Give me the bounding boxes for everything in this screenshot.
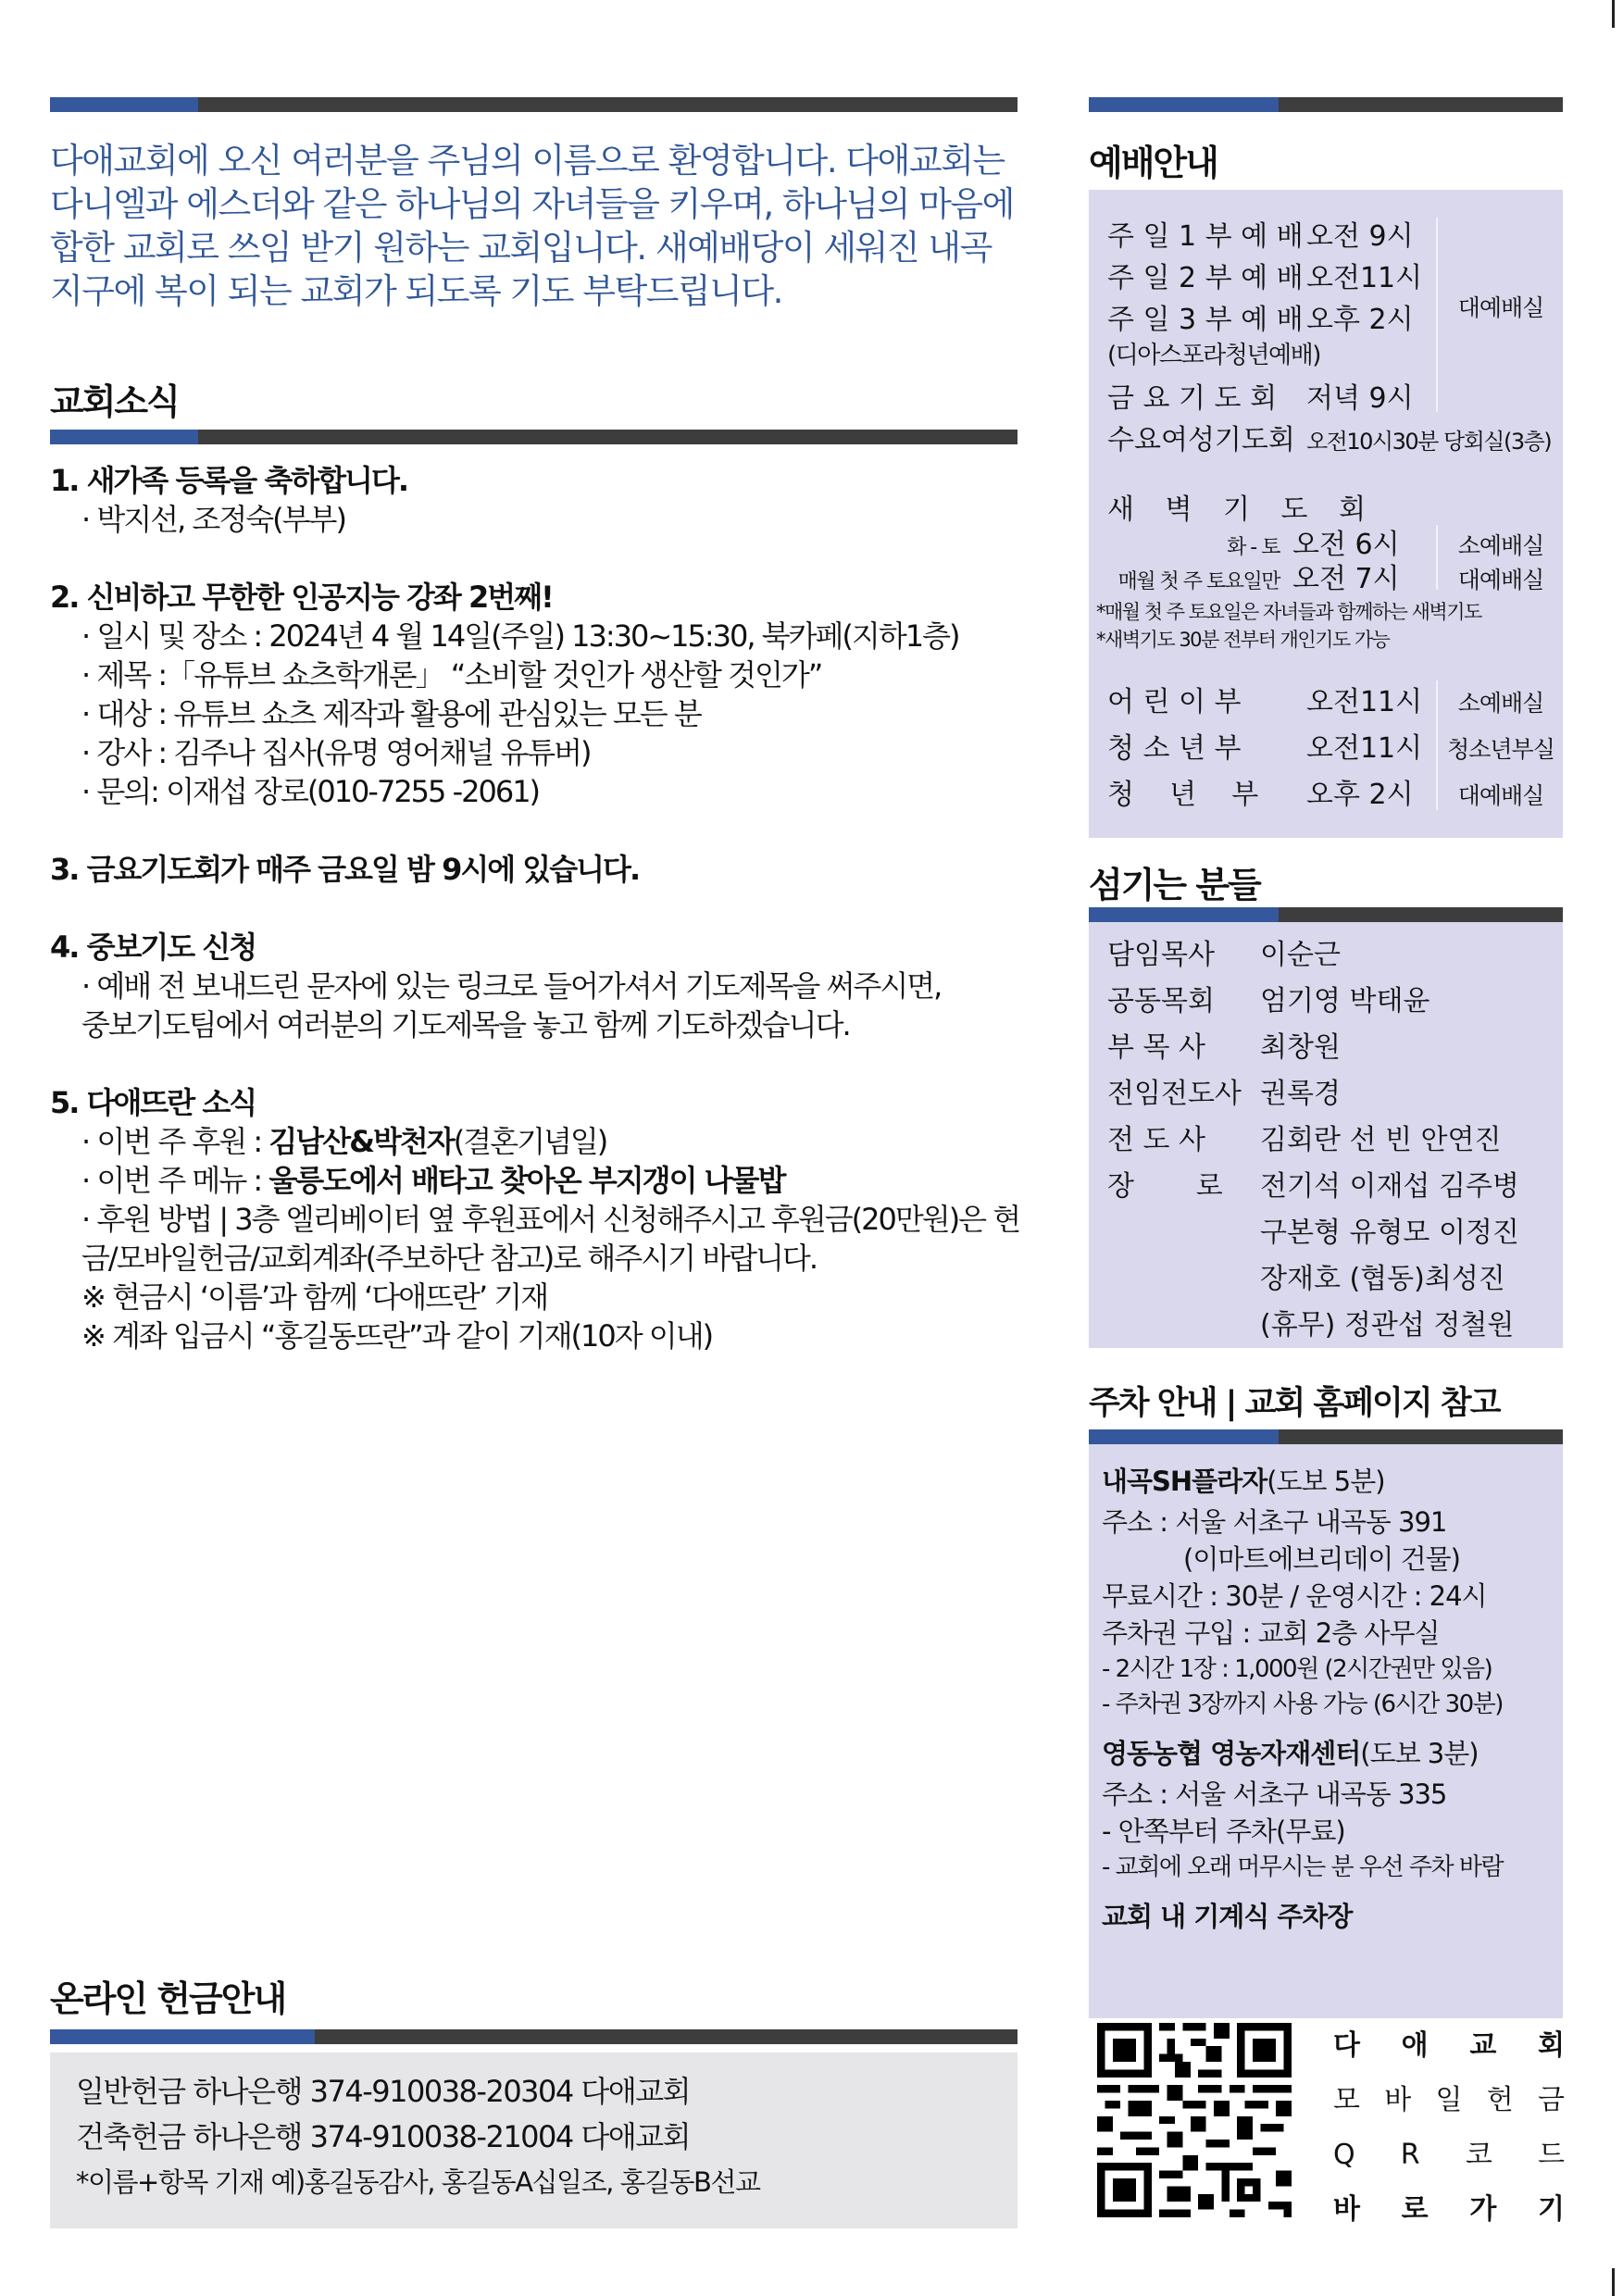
news-item-4: 4. 중보기도 신청 · 예배 전 보내드린 문자에 있는 링크로 들어가셔서 기도제목을 써주시면, 중보기도팀에서 여러분의 기도제목을 놓고 함께 기도하겠습니다. [50, 930, 942, 1042]
news-list [50, 461, 1022, 1394]
worship-schedule-panel: 주 일 1 부 예 배 오전 9시 주 일 2 부 예 배 오전11시 주 일 3 부 예 배 오후 2시 (디아스포라청년예배) 금 요 기 도 회 저녁 9시 대예배실 수요여성기도회 오전10시30분 당회실(3층) 새 벽 기 도 회 화 - 토 오전 6시 매월 첫 주 토요일만 오전 7시 소예배실 대예배실 *매월 첫 주 토요일은 자녀들과 함께하는 새벽기도 *새벽기도 30분 전부터 개인기도 가능 어 린 이 부 오전11시 청 소 년 부 오전11시 청 년 부 오후 2시 소예배실 청소년부실 대예배실 [1089, 190, 1563, 838]
dawn-prayer-title: 새 벽 기 도 회 [1107, 493, 1378, 526]
wednesday-prayer-row: 수요여성기도회 오전10시30분 당회실(3층) [1107, 424, 1552, 456]
building-offering-account: 건축헌금 하나은행 374-910038-21004 다애교회 [76, 2119, 691, 2154]
department-row: 청 소 년 부 오전11시 [1107, 732, 1423, 765]
staff-row: 전임전도사 권록경 [1107, 1078, 1341, 1110]
column-separator [1436, 525, 1438, 590]
worship-title: 예배안내 [1089, 143, 1217, 183]
dawn-row: 화 - 토 오전 6시 [1227, 529, 1400, 561]
staff-row: 장재호 (협동)최성진 [1260, 1263, 1505, 1295]
service-subtitle: (디아스포라청년예배) [1107, 342, 1320, 369]
news-item-3: 3. 금요기도회가 매주 금요일 밤 9시에 있습니다. [50, 852, 640, 887]
news-item-2: 2. 신비하고 무한한 인공지능 강좌 2번째! · 일시 및 장소 : 2024년 4 월 14일(주일) 13:30~15:30, 북카페(지하1층) · 제목 :「유튜브 쇼츠학개론」 “소비할 것인가 생산할 것인가” · 대상 : 유튜브 쇼츠 제작과 활용에 관심있는 모든 분 · 강사 : 김주나 집사(유명 영어채널 유튜버) · 문의: 이재섭 장로(010-7255 -2061) [50, 580, 959, 809]
staff-row: 공동목회 엄기영 박태윤 [1107, 985, 1430, 1017]
dawn-note: *매월 첫 주 토요일은 자녀들과 함께하는 새벽기도 [1096, 601, 1481, 623]
news-title: 교회소식 [50, 381, 179, 422]
offering-divider-bar [50, 2029, 1017, 2044]
right-top-divider-bar [1089, 97, 1563, 112]
sponsor-name: 김남산&박천자 [268, 1124, 454, 1159]
department-row: 청 년 부 오후 2시 [1107, 779, 1414, 811]
column-separator [1436, 680, 1438, 810]
qr-code-label: 다 애 교 회 모 바 일 헌 금 Q R 코 드 바 로 가 기 [1333, 2029, 1565, 2226]
column-separator [1436, 218, 1438, 412]
service-row: 금 요 기 도 회 저녁 9시 [1107, 382, 1414, 415]
qr-code-icon[interactable] [1097, 2023, 1292, 2217]
news-item-1: 1. 새가족 등록을 축하합니다. · 박지선, 조정숙(부부) [50, 463, 408, 537]
service-row: 주 일 1 부 예 배 오전 9시 [1107, 220, 1414, 253]
main-room-label: 대예배실 [1457, 294, 1544, 321]
news-divider-bar [50, 430, 1017, 444]
parking-lot-1: 내곡SH플라자(도보 5분) [1102, 1466, 1385, 1497]
welcome-message: 다애교회에 오신 여러분을 주님의 이름으로 환영합니다. 다애교회는 다니엘과 에스더와 같은 하나님의 자녀들을 키우며, 하나님의 마음에 합한 교회로 쓰임 받기 원하는 교회입니다. 새예배당이 세워진 내곡지구에 복이 되는 교회가 되도록 기도 부탁드립니다. [50, 141, 1014, 311]
staff-divider-bar [1089, 907, 1563, 922]
parking-title: 주차 안내 | 교회 홈페이지 참고 [1089, 1385, 1500, 1422]
staff-row: 담임목사 이순근 [1107, 939, 1341, 971]
staff-row: 구본형 유형모 이정진 [1260, 1217, 1519, 1249]
staff-panel [1089, 922, 1563, 1348]
staff-title: 섬기는 분들 [1089, 865, 1260, 905]
staff-row: 전 도 사 김회란 선 빈 안연진 [1107, 1124, 1502, 1156]
general-offering-account: 일반헌금 하나은행 374-910038-20304 다애교회 [76, 2074, 691, 2109]
menu-name: 울릉도에서 배타고 찾아온 부지갱이 나물밥 [268, 1163, 785, 1198]
offering-note: *이름+항목 기재 예)홍길동감사, 홍길동A십일조, 홍길동B선교 [76, 2166, 760, 2198]
offering-info-box [50, 2053, 1017, 2228]
parking-lot-3: 교회 내 기계식 주차장 [1102, 1901, 1353, 1932]
parking-divider-bar [1089, 1429, 1563, 1444]
service-row: 주 일 3 부 예 배 오후 2시 [1107, 304, 1414, 336]
top-divider-bar [50, 97, 1017, 112]
staff-row: 장 로 전기석 이재섭 김주병 [1107, 1170, 1519, 1203]
service-row: 주 일 2 부 예 배 오전11시 [1107, 262, 1423, 294]
department-row: 어 린 이 부 오전11시 [1107, 686, 1423, 718]
news-item-5: 5. 다애뜨란 소식 · 이번 주 후원 : 김남산&박천자(결혼기념일) · 이번 주 메뉴 : 울릉도에서 배타고 찾아온 부지갱이 나물밥 · 후원 방법 | 3층 엘리베이터 옆 후원표에서 신청해주시고 후원금(20만원)은 현금/모바일헌금/교회계좌(주보하단 참고)로 해주시기 바랍니다. ※ 현금시 ‘이름’과 함께 ‘다애뜨란’ 기재 ※ 계좌 입금시 “홍길동뜨란”과 같이 기재(10자 이내) [50, 1085, 1020, 1354]
crop-mark-top-right [1612, 0, 1615, 28]
dawn-row: 매월 첫 주 토요일만 오전 7시 [1117, 563, 1400, 595]
crop-mark-bottom-right [1612, 2268, 1615, 2296]
parking-lot-2: 영동농협 영농자재센터(도보 3분) [1102, 1738, 1479, 1769]
dawn-note: *새벽기도 30분 전부터 개인기도 가능 [1096, 629, 1390, 651]
staff-row: (휴무) 정관섭 정철원 [1260, 1309, 1515, 1341]
parking-panel: 내곡SH플라자(도보 5분) 주소 : 서울 서초구 내곡동 391 (이마트에브리데이 건물) 무료시간 : 30분 / 운영시간 : 24시 주차권 구입 : 교회 2층 사무실 - 2시간 1장 : 1,000원 (2시간권만 있음) - 주차권 3장까지 사용 가능 (6시간 30분) 영동농협 영농자재센터(도보 3분) 주소 : 서울 서초구 내곡동 335 - 안쪽부터 주차(무료) - 교회에 오래 머무시는 분 우선 주차 바람 교회 내 기계식 주차장 [1089, 1444, 1563, 2018]
offering-title: 온라인 헌금안내 [50, 1978, 286, 2019]
staff-row: 부 목 사 최창원 [1107, 1031, 1341, 1064]
